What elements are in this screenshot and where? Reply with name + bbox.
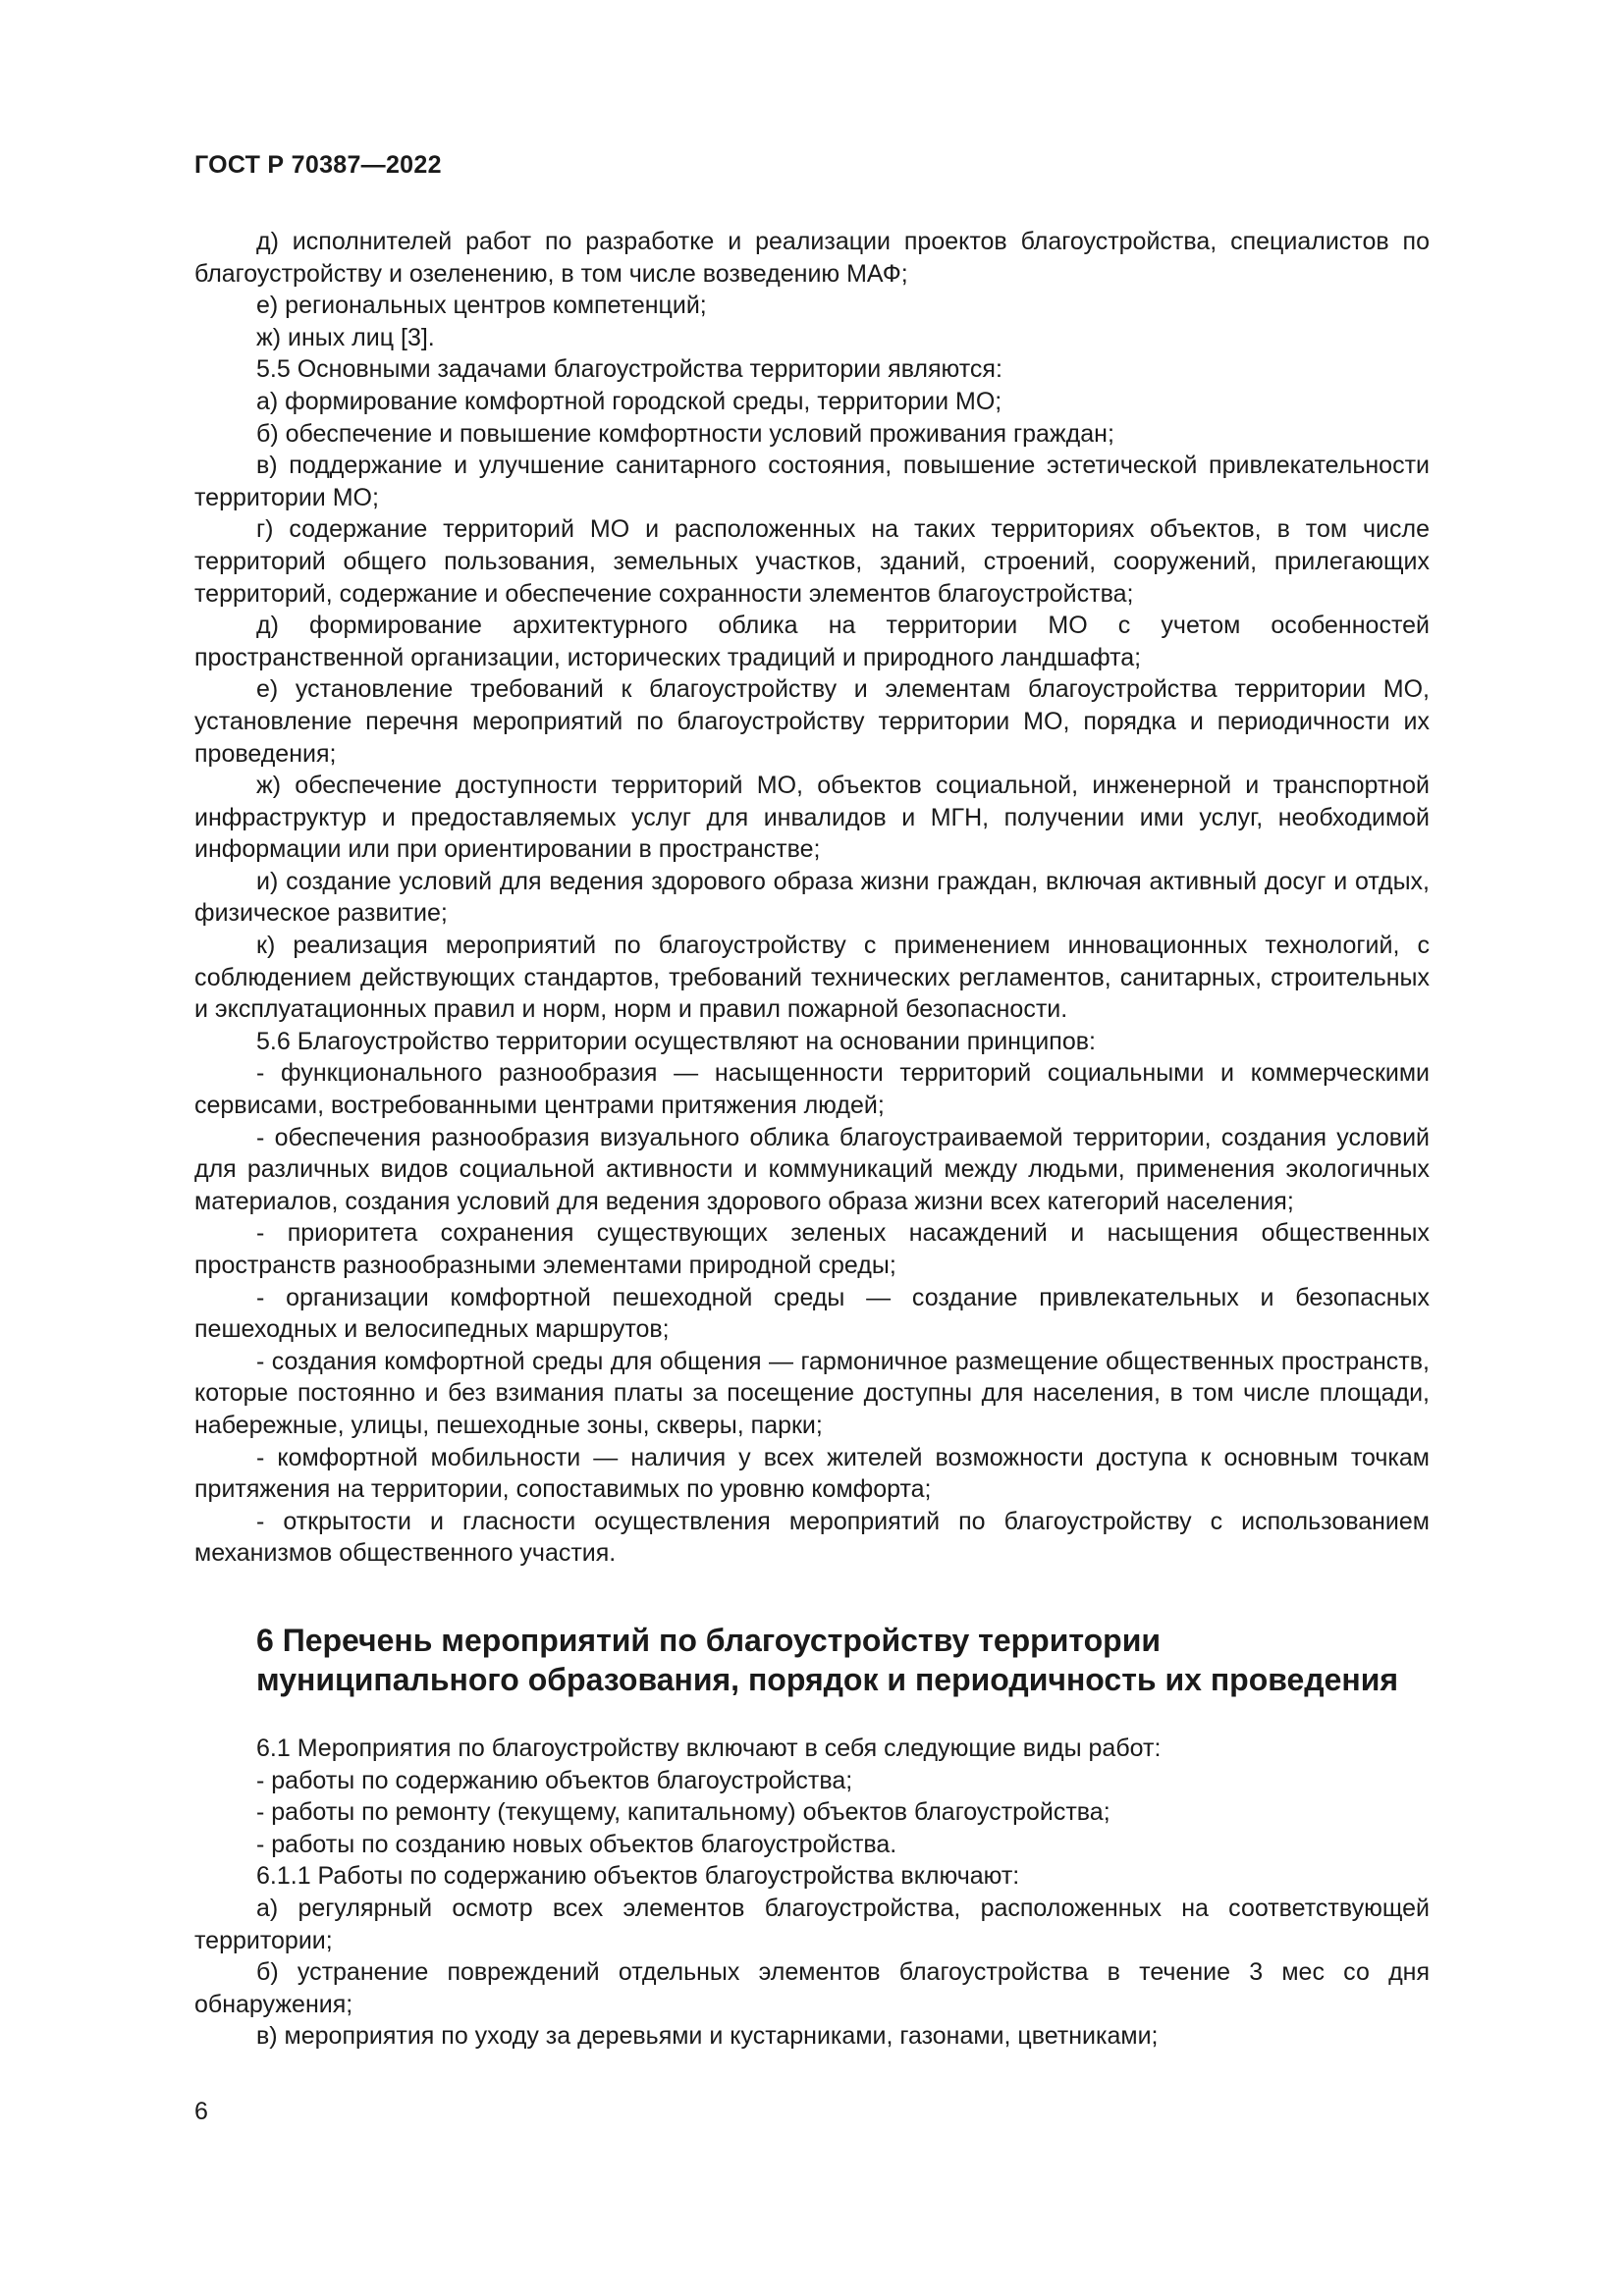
paragraph: - создания комфортной среды для общения — гармоничное размещение общественных пространств, которые постоянно и без взимания платы за посещение доступны для населения, в том числе площади, набережные, улицы, пешеходные зоны, скверы, парки;: [194, 1347, 1430, 1439]
paragraph: б) устранение повреждений отдельных элементов благоустройства в течение 3 мес со дня обнаружения;: [194, 1958, 1430, 2018]
paragraph: - работы по содержанию объектов благоустройства;: [256, 1766, 853, 1794]
paragraph: - работы по созданию новых объектов благоустройства.: [256, 1830, 897, 1858]
paragraph: а) регулярный осмотр всех элементов благоустройства, расположенных на соответствующей территории;: [194, 1894, 1430, 1954]
paragraph: в) мероприятия по уходу за деревьями и кустарниками, газонами, цветниками;: [256, 2022, 1159, 2051]
paragraph: в) поддержание и улучшение санитарного состояния, повышение эстетической привлекательности территории МО;: [194, 452, 1430, 511]
paragraph: г) содержание территорий МО и расположенных на таких территориях объектов, в том числе территорий общего пользования, земельных участков, зданий, строений, сооружений, прилегающих территорий, содержание и обеспечение сохранности элементов благоустройства;: [194, 515, 1430, 608]
document-code-header: ГОСТ Р 70387—2022: [194, 151, 442, 179]
paragraph: - организации комфортной пешеходной среды — создание привлекательных и безопасных пешеходных и велосипедных маршрутов;: [194, 1283, 1430, 1344]
paragraph: - приоритета сохранения существующих зеленых насаждений и насыщения общественных пространств разнообразными элементами природной среды;: [194, 1219, 1430, 1279]
paragraph: 6.1 Мероприятия по благоустройству включают в себя следующие виды работ:: [256, 1734, 1162, 1762]
paragraph: - комфортной мобильности — наличия у всех жителей возможности доступа к основным точкам притяжения на территории, сопоставимых по уровню комфорта;: [194, 1443, 1430, 1504]
paragraph: 5.5 Основными задачами благоустройства территории являются:: [256, 355, 1002, 384]
paragraph: - функционального разнообразия — насыщенности территорий социальными и коммерческими сервисами, востребованными центрами притяжения людей;: [194, 1059, 1430, 1120]
document-page: [194, 0, 1430, 2296]
paragraph: е) установление требований к благоустройству и элементам благоустройства территории МО, установление перечня мероприятий по благоустройству территории МО, порядка и периодичности их проведения;: [194, 675, 1430, 768]
paragraph: д) формирование архитектурного облика на территории МО с учетом особенностей пространственной организации, исторических традиций и природного ландшафта;: [194, 612, 1430, 671]
paragraph: б) обеспечение и повышение комфортности условий проживания граждан;: [256, 419, 1114, 448]
paragraph: - открытости и гласности осуществления мероприятий по благоустройству с использованием механизмов общественного участия.: [194, 1507, 1430, 1568]
page-number: 6: [194, 2098, 208, 2125]
paragraph: - работы по ремонту (текущему, капитальному) объектов благоустройства;: [256, 1798, 1110, 1827]
paragraph: к) реализация мероприятий по благоустройству с применением инновационных технологий, с соблюдением действующих стандартов, требований технических регламентов, санитарных, строительных и эксплуатационных правил и норм, норм и правил пожарной безопасности.: [194, 932, 1430, 1024]
paragraph: 5.6 Благоустройство территории осуществляют на основании принципов:: [256, 1027, 1096, 1055]
document-body: [194, 226, 1430, 2053]
paragraph: и) создание условий для ведения здорового образа жизни граждан, включая активный досуг и отдых, физическое развитие;: [194, 867, 1430, 928]
paragraph: д) исполнителей работ по разработке и реализации проектов благоустройства, специалистов по благоустройству и озеленению, в том числе возведению МАФ;: [194, 228, 1430, 288]
paragraph: а) формирование комфортной городской среды, территории МО;: [256, 387, 1002, 415]
section-6-title: 6 Перечень мероприятий по благоустройству территории муниципального образования, порядок и периодичность их проведения: [256, 1622, 1399, 1697]
paragraph: 6.1.1 Работы по содержанию объектов благоустройства включают:: [256, 1862, 1020, 1891]
paragraph: ж) обеспечение доступности территорий МО, объектов социальной, инженерной и транспортной инфраструктур и предоставляемых услуг для инвалидов и МГН, получении ими услуг, необходимой информации или при ориентировании в пространстве;: [194, 772, 1430, 864]
paragraph: ж) иных лиц [3].: [256, 323, 435, 351]
paragraph: е) региональных центров компетенций;: [256, 292, 707, 320]
paragraph: - обеспечения разнообразия визуального облика благоустраиваемой территории, создания условий для различных видов социальной активности и коммуникаций между людьми, применения экологичных материалов, создания условий для ведения здорового образа жизни всех категорий населения;: [194, 1123, 1430, 1215]
